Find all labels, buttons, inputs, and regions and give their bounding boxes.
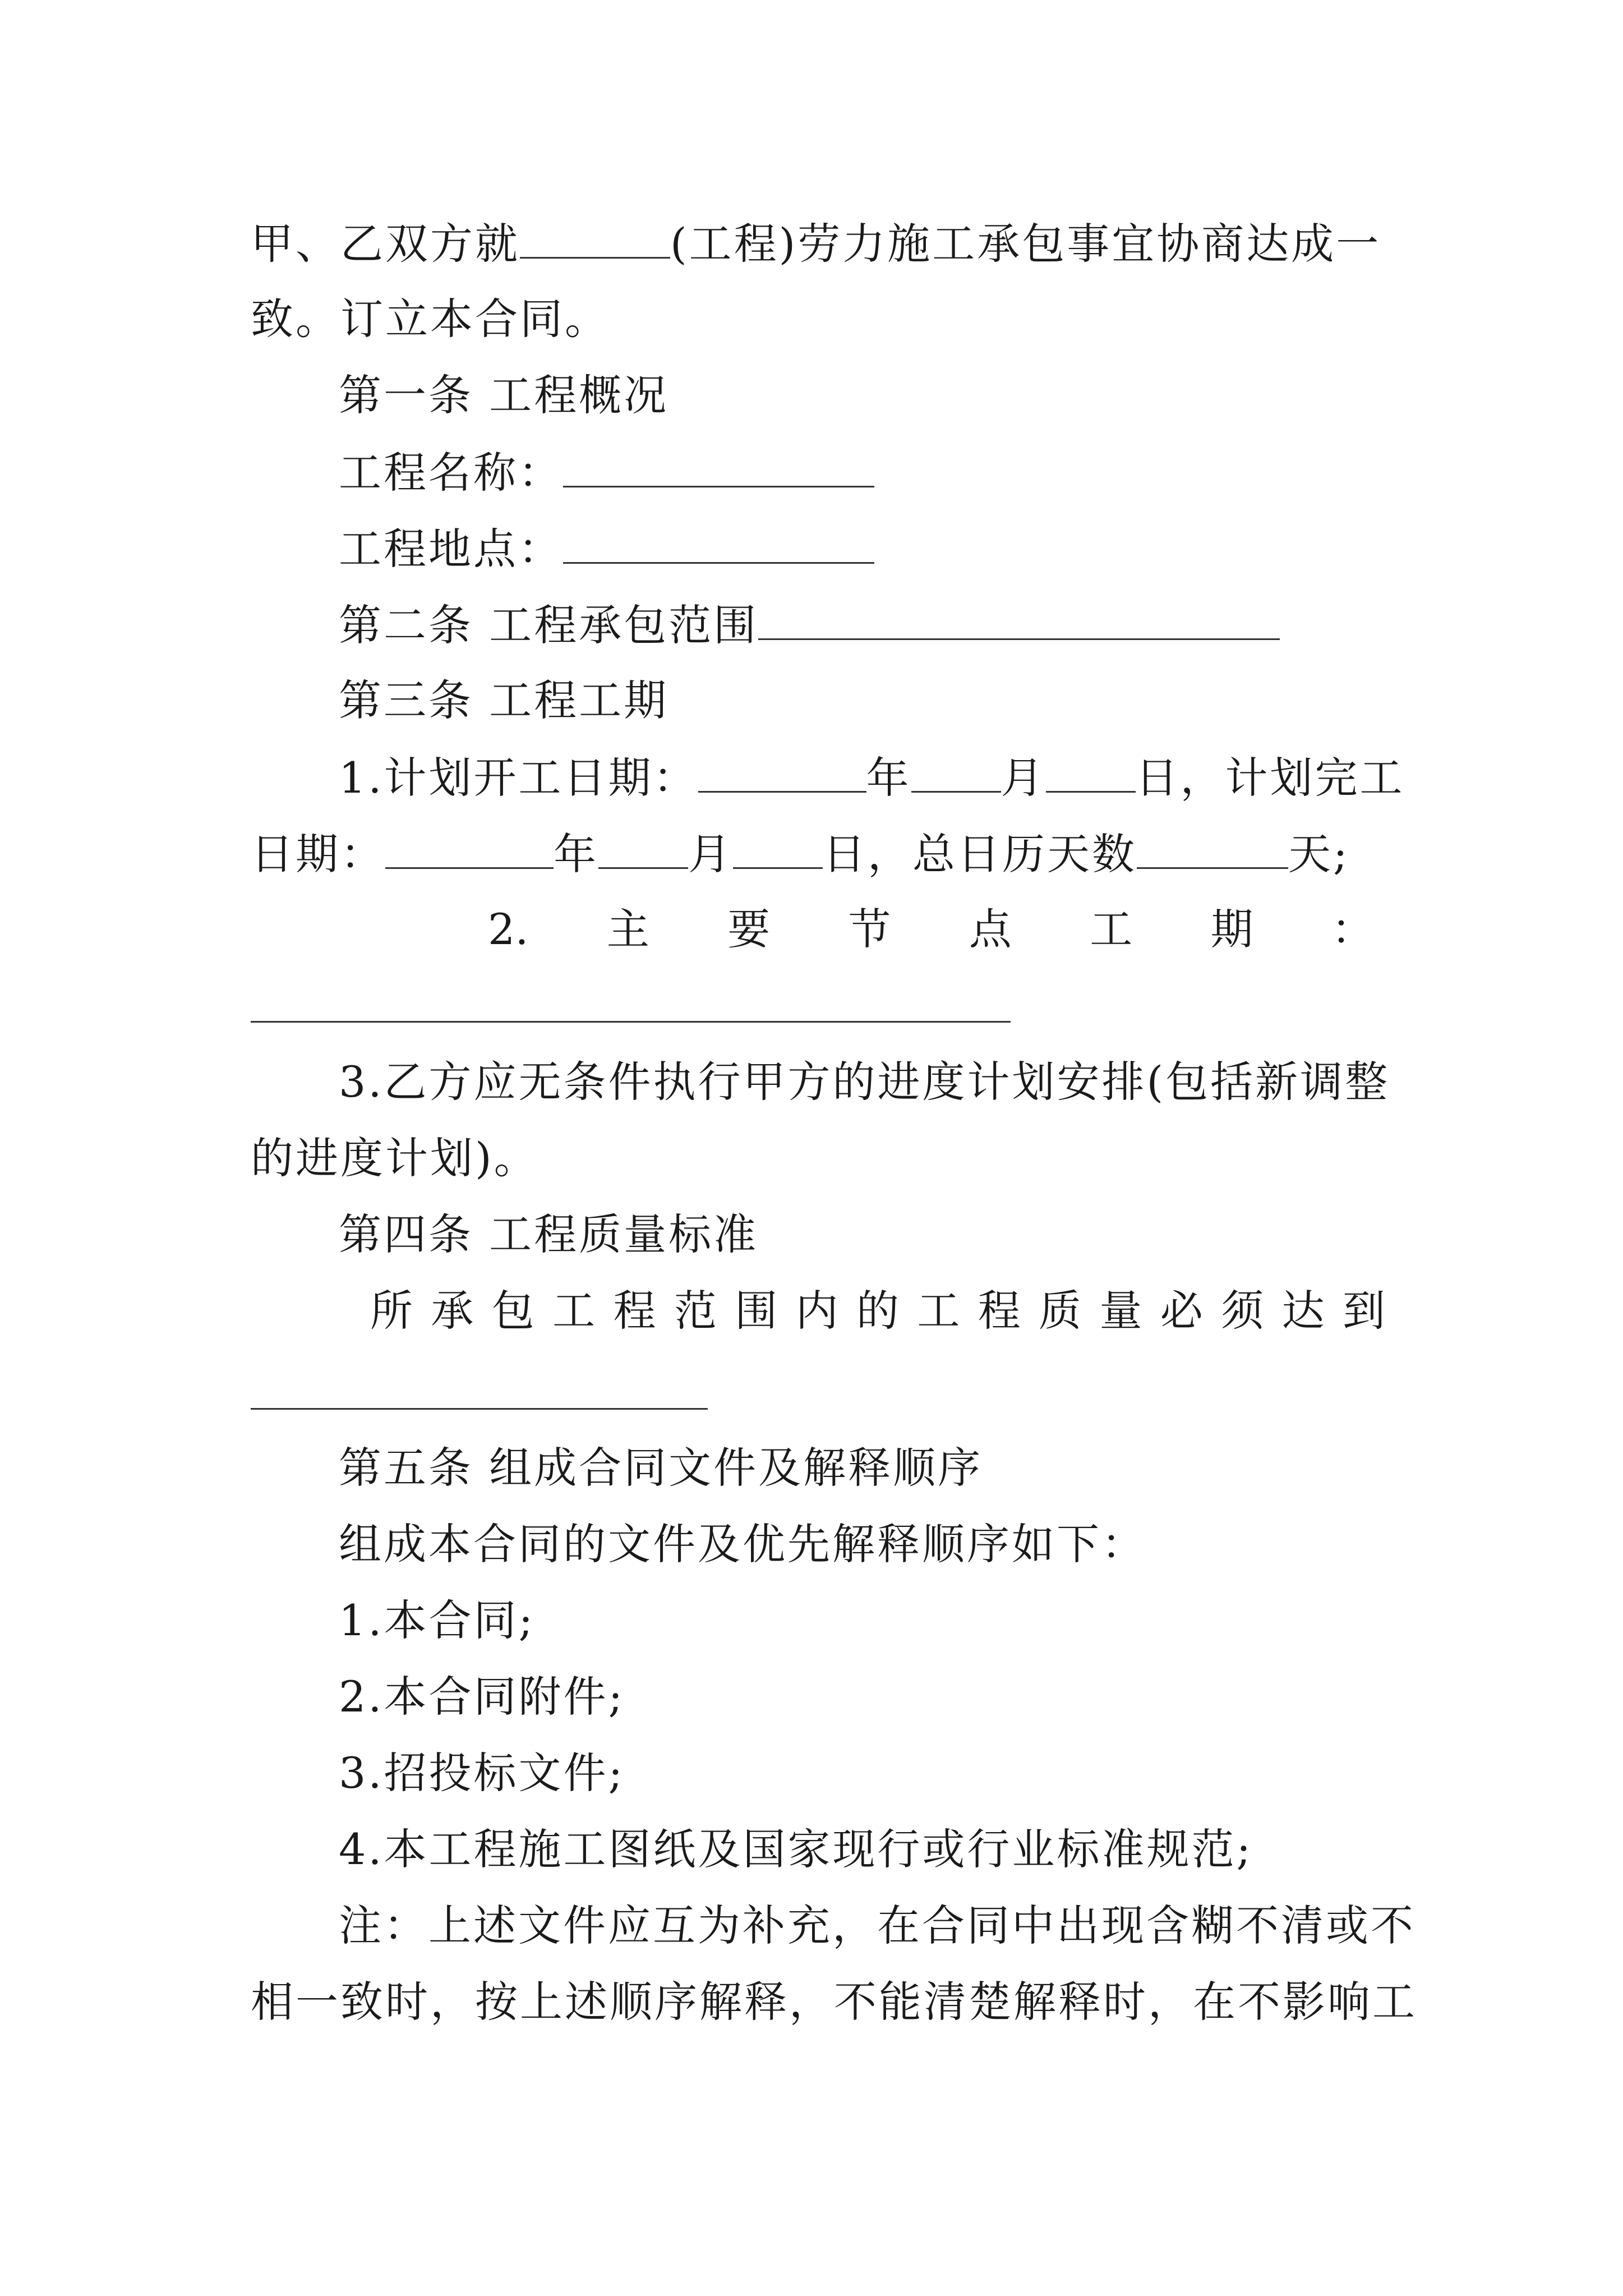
quality-char: 必	[1160, 1286, 1203, 1336]
node-char: 工	[1090, 904, 1133, 954]
article-1-title: 第一条 工程概况	[339, 370, 669, 420]
quality-char: 内	[795, 1286, 838, 1336]
list-item: 2.本合同附件;	[339, 1672, 625, 1722]
article-5-title: 第五条 组成合同文件及解释顺序	[339, 1443, 983, 1493]
project-name-label: 工程名称：	[339, 448, 563, 498]
start-date-label: 1.计划开工日期：	[339, 753, 698, 803]
list-item: 1.本合同;	[339, 1595, 536, 1645]
intro-text-b: (工程)劳力施工承包事宜协商达成一	[670, 219, 1381, 269]
scope-blank[interactable]	[758, 599, 1280, 640]
month-label: 月	[1000, 753, 1046, 803]
project-blank[interactable]	[520, 218, 670, 259]
month-label-2: 月	[688, 829, 733, 879]
list-item: 4.本工程施工图纸及国家现行或行业标准规范;	[339, 1824, 1253, 1874]
project-location-line	[339, 523, 874, 574]
quality-char: 程	[613, 1286, 656, 1336]
node-char: 期	[1210, 904, 1253, 954]
start-month-blank[interactable]	[911, 752, 1001, 793]
days-unit: 天;	[1288, 829, 1350, 879]
quality-char: 的	[856, 1286, 899, 1336]
node-char: 点	[969, 904, 1012, 954]
intro-text-a: 甲、乙双方就	[251, 219, 520, 269]
node-schedule-blank[interactable]	[251, 1021, 1011, 1023]
article-5-intro: 组成本合同的文件及优先解释顺序如下：	[339, 1519, 1146, 1569]
quality-char: 达	[1281, 1286, 1325, 1336]
quality-standard-blank[interactable]	[251, 1408, 708, 1410]
quality-char: 围	[735, 1286, 778, 1336]
project-location-blank[interactable]	[563, 523, 874, 564]
article-2-title: 第二条 工程承包范围	[339, 600, 759, 650]
article-3-title: 第三条 工程工期	[339, 675, 669, 725]
quality-char: 量	[1099, 1286, 1142, 1336]
start-year-blank[interactable]	[698, 752, 866, 793]
total-days-blank[interactable]	[1137, 828, 1288, 869]
project-name-line	[339, 447, 874, 498]
quality-char: 范	[674, 1286, 717, 1336]
node-char: 要	[727, 904, 771, 954]
item-3-line2: 的进度计划)。	[251, 1133, 539, 1183]
paragraph-intro-line2: 致。订立本合同。	[251, 294, 610, 344]
schedule-line2	[251, 828, 1350, 880]
paragraph-intro-line1	[251, 218, 1381, 269]
note-line1: 注：上述文件应互为补充，在合同中出现含糊不清或不	[339, 1901, 1415, 1950]
node-char: ：	[1331, 904, 1374, 954]
node-char: 主	[606, 904, 649, 954]
project-location-label: 工程地点：	[339, 524, 563, 574]
quality-char: 包	[491, 1286, 534, 1336]
list-item: 3.招投标文件;	[339, 1748, 625, 1798]
quality-char: 须	[1221, 1286, 1264, 1336]
finish-day-blank[interactable]	[733, 828, 823, 869]
quality-char: 质	[1039, 1286, 1082, 1336]
year-label-2: 年	[554, 829, 598, 879]
article-4-title: 第四条 工程质量标准	[339, 1209, 759, 1259]
quality-char: 所	[370, 1286, 413, 1336]
quality-char: 工	[917, 1286, 960, 1336]
node-char: 节	[848, 904, 891, 954]
project-name-blank[interactable]	[563, 447, 874, 487]
start-day-blank[interactable]	[1046, 752, 1136, 793]
quality-line	[370, 1286, 1385, 1336]
total-days-label: 日，总日历天数	[823, 829, 1137, 879]
quality-char: 程	[978, 1286, 1021, 1336]
node-schedule-line	[488, 904, 1374, 955]
quality-char: 工	[552, 1286, 596, 1336]
item-3-line1: 3.乙方应无条件执行甲方的进度计划安排(包括新调整	[339, 1057, 1390, 1107]
year-label: 年	[866, 753, 911, 803]
node-char: 2.	[488, 904, 529, 954]
finish-year-blank[interactable]	[385, 828, 554, 869]
finish-date-label: 日期：	[251, 829, 385, 879]
schedule-line1	[339, 752, 1405, 803]
planned-finish-label: 日，计划完工	[1135, 753, 1405, 803]
quality-char: 到	[1343, 1286, 1385, 1336]
quality-char: 承	[431, 1286, 474, 1336]
note-line2: 相一致时，按上述顺序解释，不能清楚解释时，在不影响工	[251, 1977, 1417, 2027]
finish-month-blank[interactable]	[598, 828, 688, 869]
article-2-line	[339, 599, 1280, 651]
